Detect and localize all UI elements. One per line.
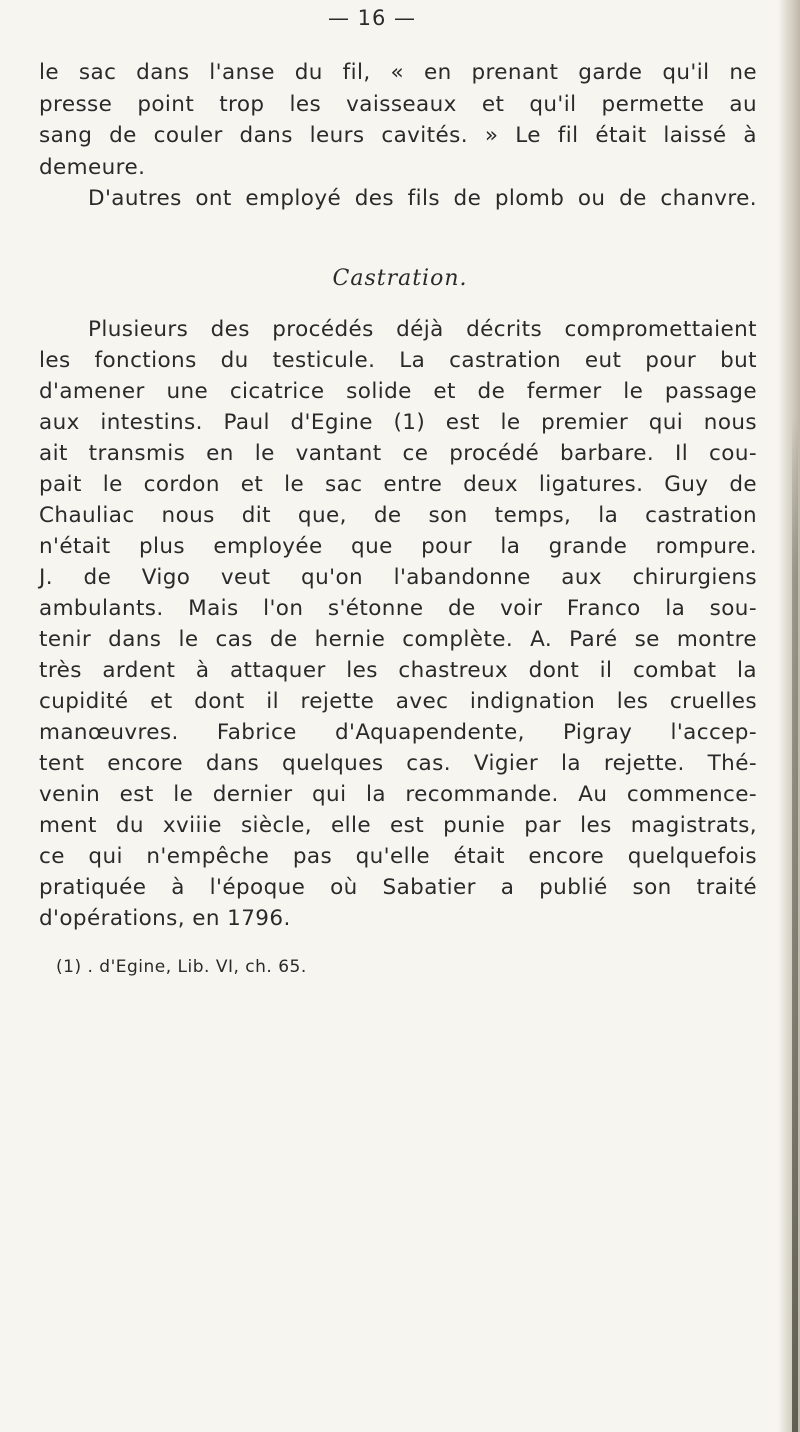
text-line: pait le cordon et le sac entre deux ligatures. Guy de	[39, 472, 757, 497]
text-line: ambulants. Mais l'on s'étonne de voir Franco la sou-	[39, 596, 757, 621]
text-line: pratiquée à l'époque où Sabatier a publié son traité	[39, 875, 757, 900]
page-binding-edge	[778, 0, 800, 1432]
text-line: D'autres ont employé des fils de plomb ou de chanvre.	[88, 186, 757, 211]
text-line: sang de couler dans leurs cavités. » Le fil était laissé à	[39, 123, 757, 148]
text-line: tent encore dans quelques cas. Vigier la rejette. Thé-	[39, 751, 757, 776]
text-line: Plusieurs des procédés déjà décrits compromettaient	[88, 317, 757, 342]
text-line: les fonctions du testicule. La castration eut pour but	[39, 348, 757, 373]
text-line: n'était plus employée que pour la grande rompure.	[39, 534, 757, 559]
text-line: le sac dans l'anse du fil, « en prenant garde qu'il ne	[39, 60, 757, 85]
text-line: très ardent à attaquer les chastreux dont il combat la	[39, 658, 757, 683]
text-line: d'amener une cicatrice solide et de fermer le passage	[39, 379, 757, 404]
text-line: tenir dans le cas de hernie complète. A. Paré se montre	[39, 627, 757, 652]
section-heading: Castration.	[332, 266, 468, 291]
text-line: cupidité et dont il rejette avec indignation les cruelles	[39, 689, 757, 714]
text-line: manœuvres. Fabrice d'Aquapendente, Pigray l'accep-	[39, 720, 757, 745]
text-line: aux intestins. Paul d'Egine (1) est le premier qui nous	[39, 410, 757, 435]
text-line: presse point trop les vaisseaux et qu'il permette au	[39, 92, 757, 117]
text-line: venin est le dernier qui la recommande. Au commence-	[39, 782, 757, 807]
text-line: ment du xviiie siècle, elle est punie par les magistrats,	[39, 813, 757, 838]
footnote: (1) . d'Egine, Lib. VI, ch. 65.	[56, 957, 307, 977]
text-line: ce qui n'empêche pas qu'elle était encore quelquefois	[39, 844, 757, 869]
text-line: Chauliac nous dit que, de son temps, la castration	[39, 503, 757, 528]
page-number: — 16 —	[327, 6, 417, 30]
text-line: d'opérations, en 1796.	[39, 906, 291, 931]
text-line: demeure.	[39, 155, 146, 180]
text-line: ait transmis en le vantant ce procédé barbare. Il cou-	[39, 441, 757, 466]
text-line: J. de Vigo veut qu'on l'abandonne aux chirurgiens	[39, 565, 757, 590]
